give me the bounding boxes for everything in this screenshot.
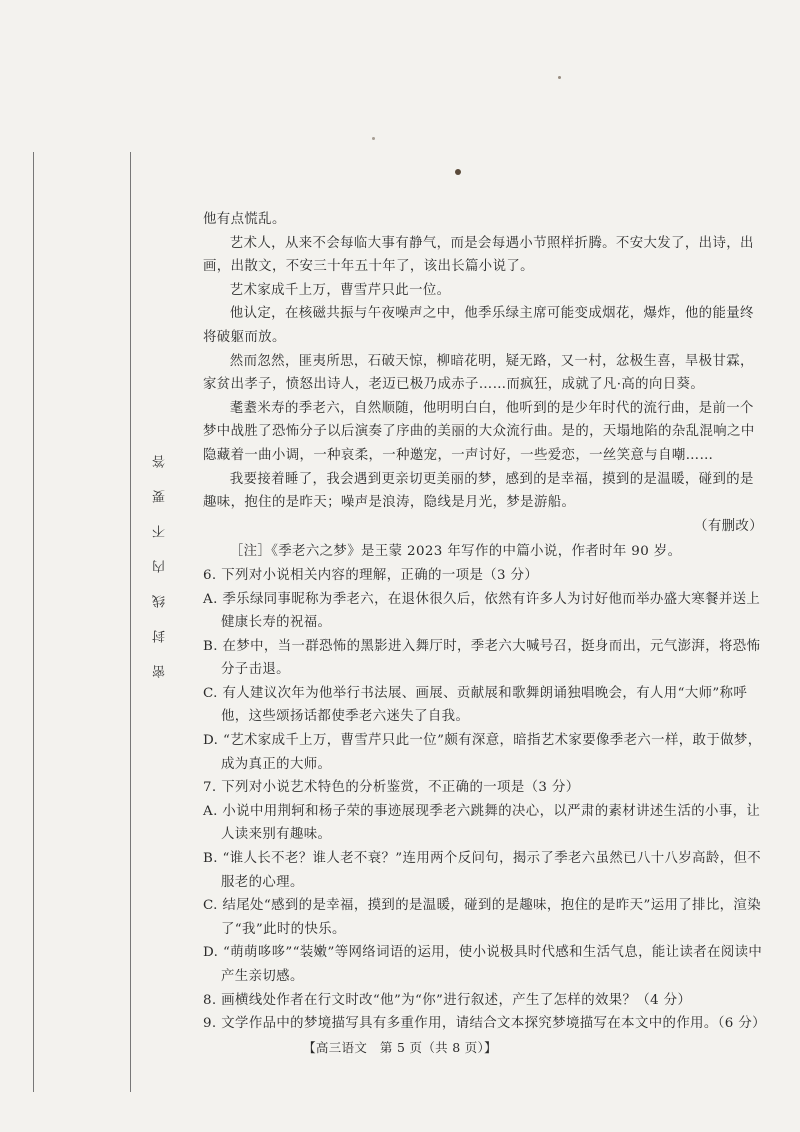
exam-content (203, 208, 766, 1036)
seal-char: 答 (152, 455, 168, 468)
source-note: （有删改） (694, 518, 763, 534)
option-6a: A. 季乐绿同事昵称为季老六，在退休很久后，依然有许多人为讨好他而举办盛大寒餐并送上健康长寿的祝福。 (203, 591, 761, 631)
question-7: 7. 下列对小说艺术特色的分析鉴赏，不正确的一项是（3 分） (203, 780, 580, 796)
seal-char: 密 (152, 665, 168, 678)
page-footer: 【高三语文 第 5 页（共 8 页）】 (303, 1040, 497, 1055)
story-paragraph: 艺术人，从来不会每临大事有静气，而是会每遇小节照样折腾。不安大发了，出诗，出画，出散文，不安三十年五十年了，该出长篇小说了。 (203, 235, 754, 275)
story-paragraph: 耄耋米寿的季老六，自然顺随，他明明白白，他听到的是少年时代的流行曲，是前一个梦中战胜了恐怖分子以后演奏了序曲的美丽的大众流行曲。是的，天塌地陷的杂乱混响之中隐藏着一曲小调，一种哀柔，一种邀宠，一声讨好，一些爱恋，一丝笑意与自嘲…… (203, 400, 755, 463)
option-6c: C. 有人建议次年为他举行书法展、画展、贡献展和歌舞朗诵独唱晚会，有人用“大师”称呼他，这些颂扬话都使季老六迷失了自我。 (203, 685, 748, 725)
story-paragraph: 他认定，在核磁共振与午夜噪声之中，他季乐绿主席可能变成烟花，爆炸，他的能量终将破躯而放。 (203, 306, 754, 345)
scan-speck (558, 76, 561, 79)
question-6: 6. 下列对小说相关内容的理解，正确的一项是（3 分） (203, 567, 539, 583)
seal-char: 要 (152, 490, 168, 503)
binding-line-left (33, 152, 34, 1092)
footnote: ［注］《季老六之梦》是王蒙 2023 年写作的中篇小说，作者时年 90 岁。 (229, 544, 682, 560)
story-paragraph: 我要接着睡了，我会遇到更亲切更美丽的梦，感到的是幸福，摸到的是温暖，碰到的是趣味，抱住的是昨天；噪声是浪涛，隐线是月光，梦是游船。 (203, 471, 754, 511)
question-8: 8. 画横线处作者在行文时改“他”为“你”进行叙述，产生了怎样的效果？（4 分） (203, 992, 692, 1008)
seal-char: 线 (152, 595, 168, 608)
question-9: 9. 文学作品中的梦境描写具有多重作用，请结合文本探究梦境描写在本文中的作用。（6 分） (203, 1016, 766, 1032)
scan-speck (455, 169, 461, 175)
binding-margin-text (150, 455, 170, 678)
story-paragraph: 艺术家成千上万，曹雪芹只此一位。 (229, 282, 451, 298)
story-paragraph: 然而忽然，匪夷所思，石破天惊，柳暗花明，疑无路，又一村，忿极生喜，旱极甘霖，家贫出孝子，愤怒出诗人，老迈已极乃成赤子……而疯狂，成就了凡·高的向日葵。 (203, 353, 754, 393)
option-7a: A. 小说中用荆轲和杨子荣的事迹展现季老六跳舞的决心，以严肃的素材讲述生活的小事，让人读来别有趣味。 (203, 803, 761, 843)
option-6d: D. “艺术家成千上万，曹雪芹只此一位”颇有深意，暗指艺术家要像季老六一样，敢于做梦，成为真正的大师。 (203, 733, 762, 772)
binding-line-right (130, 152, 131, 1092)
option-7b: B. “谁人长不老？谁人老不衰？”连用两个反问句，揭示了季老六虽然已八十八岁高龄，但不服老的心理。 (203, 851, 762, 890)
scan-speck (372, 137, 375, 140)
option-6b: B. 在梦中，当一群恐怖的黑影进入舞厅时，季老六大喊号召，挺身而出，元气澎湃，将恐怖分子击退。 (203, 638, 761, 678)
option-7c: C. 结尾处“感到的是幸福，摸到的是温暖，碰到的是趣味，抱住的是昨天”运用了排比，渲染了“我”此时的快乐。 (203, 898, 762, 937)
story-paragraph: 他有点慌乱。 (203, 212, 286, 227)
seal-char: 不 (152, 525, 168, 538)
seal-char: 封 (152, 630, 168, 643)
seal-char: 内 (152, 560, 168, 573)
option-7d: D. “萌萌哆哆”“装嫩”等网络词语的运用，使小说极具时代感和生活气息，能让读者在阅读中产生亲切感。 (203, 945, 763, 984)
